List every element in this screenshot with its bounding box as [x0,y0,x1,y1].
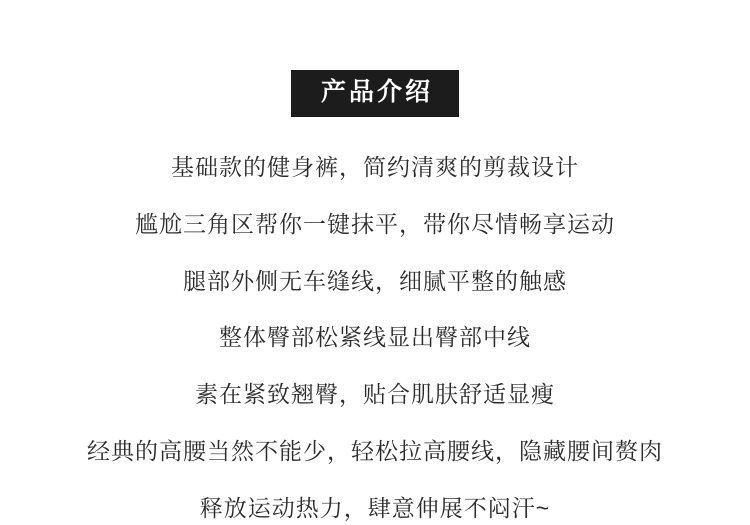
description-line: 释放运动热力，肆意伸展不闷汗~ [199,495,551,522]
page-title: 产品介绍 [291,70,459,117]
description-line: 经典的高腰当然不能少，轻松拉高腰线，隐藏腰间赘肉 [87,438,663,465]
description-line: 基础款的健身裤，简约清爽的剪裁设计 [171,153,579,180]
heading-container [0,70,750,117]
description-line: 整体臀部松紧线显出臀部中线 [219,324,531,351]
description-line: 腿部外侧无车缝线，细腻平整的触感 [183,267,567,294]
description-text-block [0,153,750,524]
description-line: 素在紧致翘臀，贴合肌肤舒适显瘦 [195,381,555,408]
description-line: 尴尬三角区帮你一键抹平，带你尽情畅享运动 [135,210,615,237]
